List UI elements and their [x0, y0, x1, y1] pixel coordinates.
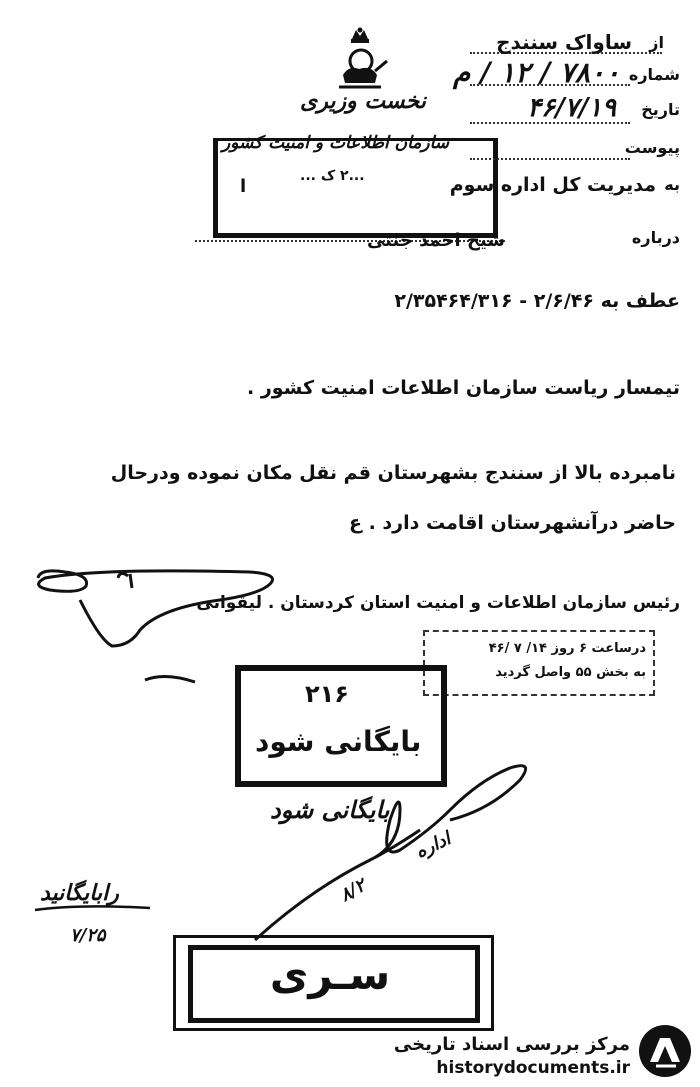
- to-value: مدیریت کل اداره سوم: [449, 174, 656, 196]
- received-stamp-line1: درساعت ۶ روز ۱۴/ ۷ /۴۶: [488, 641, 646, 656]
- header-reference: ...۲ ک ...: [300, 168, 365, 184]
- classification-text: سـری: [269, 950, 391, 999]
- handwritten-number-note: ۸/۲: [336, 874, 370, 907]
- subject-label: درباره: [631, 228, 680, 247]
- handwritten-archive-note: بایگانی شود: [270, 795, 390, 824]
- salutation: تیمسار ریاست سازمان اطلاعات امنیت کشور .: [247, 377, 680, 399]
- from-value: ساواک سنندج: [496, 30, 632, 54]
- paragraph-line-1: نامبرده بالا از سنندج بشهرستان قم نقل مکان نموده ودرحال: [110, 462, 676, 484]
- history-center-logo-icon: [636, 1022, 694, 1080]
- handwritten-office-note: اداره: [412, 828, 454, 863]
- reference-line: عطف به ۲/۶/۴۶ - ۲/۳۵۴۶۴/۳۱۶: [394, 290, 680, 312]
- organization-name: سازمان اطلاعات و امنیت کشور: [222, 133, 450, 153]
- received-stamp-box: [423, 630, 655, 696]
- archive-stamp-text: بایگانی شود: [255, 725, 422, 758]
- to-label: به: [664, 175, 680, 194]
- footer-website: historydocuments.ir: [436, 1058, 630, 1078]
- archive-stamp-number: ۲۱۶: [305, 680, 349, 708]
- received-stamp-line2: به بخش ۵۵ واصل گردید: [495, 665, 646, 680]
- handwritten-filed-note: رابایگانید: [40, 880, 119, 906]
- filed-note-underline: [30, 900, 160, 920]
- number-value: ۷۸۰۰ / ۱۲ / م: [452, 56, 620, 89]
- attachment-dotline: [470, 158, 630, 160]
- signature-line: رئیس سازمان اطلاعات و امنیت استان کردستان . لیقوانی: [196, 593, 680, 613]
- paragraph-line-2: حاضر درآنشهرستان اقامت دارد . ع: [348, 512, 676, 534]
- lion-and-sun-emblem-icon: [325, 25, 395, 95]
- number-label: شماره: [628, 65, 680, 84]
- date-label: تاریخ: [641, 100, 680, 119]
- handwritten-filed-date: ۷/۲۵: [70, 925, 106, 946]
- header-mark: ا: [240, 176, 247, 197]
- date-value: ۴۶/۷/۱۹: [527, 93, 616, 123]
- signature-stroke-icon: [250, 750, 540, 950]
- ministry-title: نخست وزیری: [300, 88, 426, 114]
- from-label: از: [649, 33, 664, 52]
- subject-value: شیخ احمد جنتی: [366, 230, 505, 251]
- attachment-label: پیوست: [624, 138, 680, 157]
- footer-center-name: مرکز بررسی اسناد تاریخی: [393, 1034, 630, 1055]
